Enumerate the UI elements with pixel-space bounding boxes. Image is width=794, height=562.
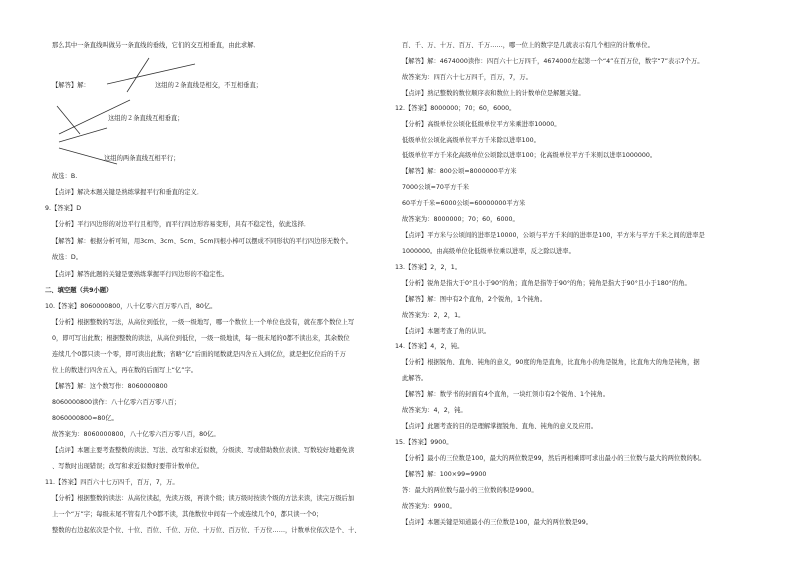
answer-line: 11.【答案】四百六十七万四千，百万，7，万。 <box>45 479 179 486</box>
text-line: 【解答】解：根据分析可知，用3cm、3cm、5cm、5cm四根小棒可以摆成不同形状的平行四边形无数个。 <box>52 238 352 245</box>
text-line: 故答案为：8060000800，八十亿零六百万零八百，80亿。 <box>52 431 220 438</box>
text-line: 【解答】解：图中有2个直角，2个锐角，1个钝角。 <box>402 296 547 303</box>
figure-caption: 这组的两条直线互相平行； <box>104 155 180 162</box>
text-line: 【点评】本题主要考查整数的读法、写法、改写和求近似数，分级读、写或借助数位表读、写数较好地避免读 <box>52 447 355 454</box>
text-line: 【解答】解：100×99=9900 <box>402 471 487 478</box>
text-line: 故答案为：四百六十七万四千，百万，7，万。 <box>402 74 532 81</box>
text-line: 位上的数进行四舍五入，再在数的后面写上“亿”字。 <box>52 367 198 374</box>
line-a <box>59 128 107 142</box>
text-line: 那么其中一条直线叫做另一条直线的垂线，它们的交互相垂直，由此求解． <box>52 42 260 49</box>
text-line: 故答案为：8000000；70；60，6000。 <box>402 216 519 223</box>
answer-line: 14.【答案】4，2，钝。 <box>395 343 464 350</box>
answer-line: 12.【答案】8000000；70；60，6000。 <box>395 105 516 112</box>
text-line: 百、千、万、十万、百万、千万……，哪一位上的数字是几就表示有几个相应的计数单位。 <box>402 42 654 49</box>
figure-caption: 这组的２条直线是相交，不互相垂直； <box>155 82 263 89</box>
text-line: 【分析】根据整数的读法：从高位读起，先读万级，再读个级；读万级时按读个级的方法来读，读完万级后加 <box>52 495 355 502</box>
text-line: 【解答】解：这个数写作：8060000800 <box>52 383 168 390</box>
text-line: 【分析】最小的三位数是100，最大的两位数是99，然后再相乘即可求出最小的三位数与最大的两位数的积。 <box>402 455 706 462</box>
text-line: 60平方千米=6000公顷=60000000平方米 <box>402 200 526 207</box>
answer-line: 13.【答案】2，2，1。 <box>395 264 462 271</box>
text-line: 故答案为：9900。 <box>402 503 456 510</box>
text-line: 上一个“万”字；每级末尾不管有几个0都不读，其他数位中间有一个或连续几个0，都只读一个0； <box>52 511 323 518</box>
text-line: 【点评】熟记整数的数位顺序表和数位上的计数单位是解题关键。 <box>402 90 585 97</box>
text-line: 【分析】根据锐角、直角、钝角的意义，90度的角是直角，比直角小的角是锐角，比直角大的角是钝角，据 <box>402 359 700 366</box>
text-line: 8060000800≈80亿。 <box>52 415 118 422</box>
line-a <box>107 64 195 84</box>
text-line: 【点评】本题关键是知道最小的三位数是100，最大的两位数是99。 <box>402 519 593 526</box>
text-line: 、写数时出现错误；改写和求近似数时要带计数单位。 <box>52 463 204 470</box>
text-line: 【分析】高级单位公顷化低级单位平方米乘进率10000。 <box>402 121 561 128</box>
text-line: 【点评】本题考查了角的认识。 <box>402 328 491 335</box>
answer-line: 9.【答案】D <box>45 205 82 212</box>
text-line: 【解答】解：4674000读作：四百六十七万四千，4674000左起第一个“4”在百万位，数字“7”表示7个万。 <box>402 58 704 65</box>
text-line: 答：最大的两位数与最小的三位数的积是9900。 <box>402 487 538 494</box>
text-line: 【点评】解答此题的关键是要熟练掌握平行四边形的不稳定性。 <box>52 271 229 278</box>
text-line: 故答案为：4，2，钝。 <box>402 407 467 414</box>
text-line: 7000公顷=70平方千米 <box>402 184 470 191</box>
text-line: 【解答】解：数学书的封面有4个直角，一块红领巾有2个锐角、1个钝角。 <box>402 391 610 398</box>
text-line: 整数的右边起依次是个位、十位、百位、千位、万位、十万位、百万位、千万位……，计数单位依次是个、十、 <box>52 527 361 534</box>
text-line: 【点评】解决本题关键是熟练掌握平行和垂直的定义． <box>52 189 204 196</box>
text-line: 【解答】解： <box>52 82 90 89</box>
section-heading: 二、填空题（共9小题） <box>45 287 113 294</box>
text-line: 【点评】此题考查的目的是理解掌握锐角、直角、钝角的意义及应用。 <box>402 423 598 430</box>
text-line: 【点评】平方米与公顷间的进率是10000，公顷与平方千米间的进率是100，平方米与平方千米之间的进率是 <box>402 232 705 239</box>
text-line: 【分析】平行四边形的对边平行且相等，而平行四边形容易变形，具有不稳定性，依此选择． <box>52 221 311 228</box>
answer-line: 10.【答案】8060000800，八十亿零六百万零八百，80亿。 <box>45 303 217 310</box>
answer-line: 15.【答案】9900。 <box>395 439 453 446</box>
figure-caption: 这组的２条直线互相垂直； <box>108 115 184 122</box>
text-line: 0，即可写出此数；根据整数的读法，从高位到低位，一级一级地读，每一级末尾的0都不读出来，其余数位 <box>52 335 350 342</box>
text-line: 8060000800读作：八十亿零六百万零八百； <box>52 399 181 406</box>
text-line: 低级单位平方千米化高级单位公顷除以进率100；化高级单位平方千米则以进率1000000。 <box>402 152 657 159</box>
text-line: 故答案为：2，2，1。 <box>402 312 465 319</box>
text-line: 1000000。由高级单位化低级单位乘以进率，反之除以进率。 <box>402 248 575 255</box>
text-line: 低级单位公顷化高级单位平方千米除以进率100。 <box>402 137 540 144</box>
text-line: 【分析】根据整数的写法，从高位到低位，一级一级地写，哪一个数位上一个单位也没有，就在那个数位上写 <box>52 319 355 326</box>
text-line: 【分析】锐角是指大于0°且小于90°的角；直角是指等于90°的角；钝角是指大于90°且小于180°的角。 <box>402 280 691 287</box>
text-line: 连续几个0都只读一个零，即可读出此数；省略“亿”后面的尾数就是四舍五入到亿位，就是把亿位后的千万 <box>52 351 346 358</box>
text-line: 【解答】解：800公顷=8000000平方米 <box>402 168 517 175</box>
text-line: 故选：D。 <box>52 254 83 261</box>
text-line: 故选：B. <box>52 173 78 180</box>
text-line: 此解答。 <box>402 375 428 382</box>
